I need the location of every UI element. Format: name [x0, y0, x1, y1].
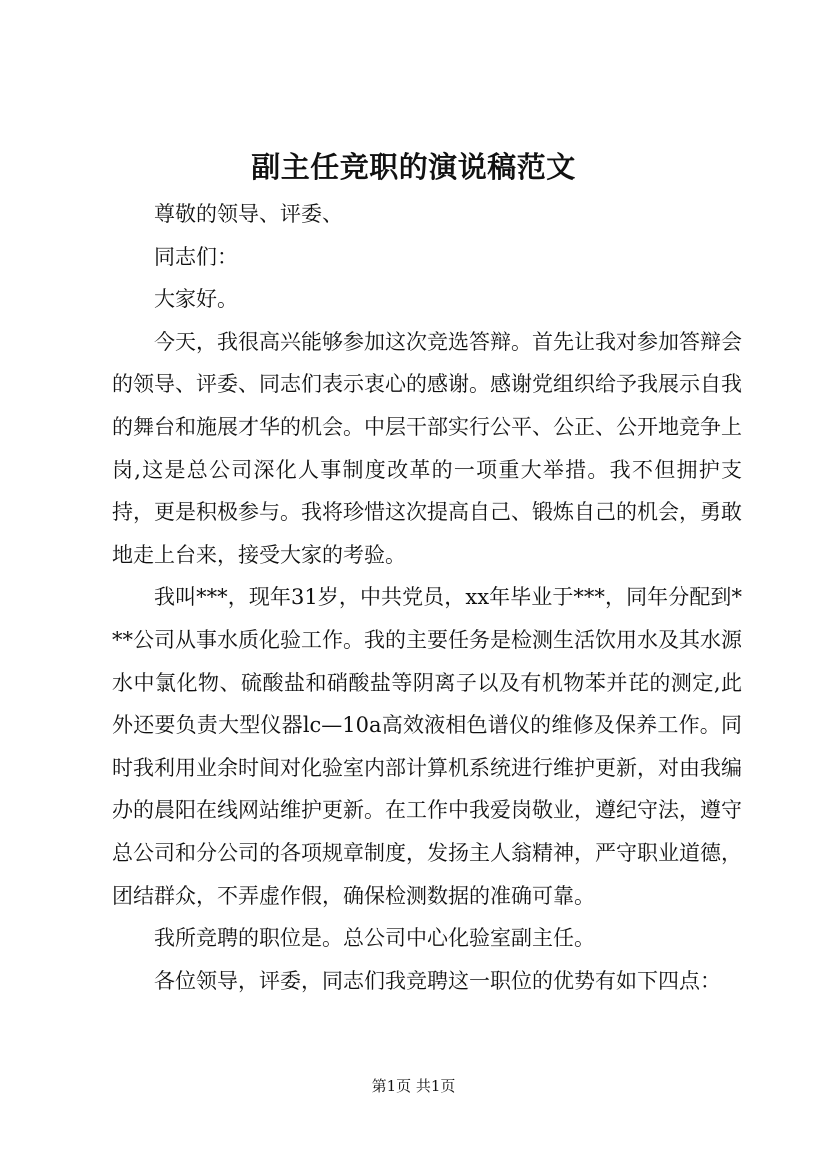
salutation-line: 同志们：: [154, 244, 238, 269]
body-paragraph: 我叫***，现年31岁，中共党员，xx年毕业于***，同年分配到***公司从事水质化验工作。我的主要任务是检测生活饮用水及其水源水中氯化物、硫酸盐和硝酸盐等阴离子以及有机物苯并芘的测定,此外还要负责大型仪器lc—10a高效液相色谱仪的维修及保养工作。同时我利用业余时间对化验室内部计算机系统进行维护更新，对由我编办的晨阳在线网站维护更新。在工作中我爱岗敬业，遵纪守法，遵守总公司和分公司的各项规章制度，发扬主人翁精神，严守职业道德，团结群众，不弄虚作假，确保检测数据的准确可靠。: [112, 585, 742, 908]
page-footer: 第1页 共1页: [371, 1077, 456, 1095]
document-body: [112, 193, 742, 1002]
salutation-line: 尊敬的领导、评委、: [154, 202, 343, 226]
body-paragraph: 今天，我很高兴能够参加这次竞选答辩。首先让我对参加答辩会的领导、评委、同志们表示衷心的感谢。感谢党组织给予我展示自我的舞台和施展才华的机会。中层干部实行公平、公正、公开地竞争上岗,这是总公司深化人事制度改革的一项重大举措。我不但拥护支持，更是积极参与。我将珍惜这次提高自己、锻炼自己的机会，勇敢地走上台来，接受大家的考验。: [112, 329, 742, 567]
greeting-paragraph: 大家好。: [154, 287, 238, 312]
document-title: 副主任竞职的演说稿范文: [251, 150, 576, 184]
body-paragraph: 各位领导，评委，同志们我竞聘这一职位的优势有如下四点：: [154, 968, 721, 993]
body-paragraph: 我所竞聘的职位是。总公司中心化验室副主任。: [154, 926, 595, 951]
